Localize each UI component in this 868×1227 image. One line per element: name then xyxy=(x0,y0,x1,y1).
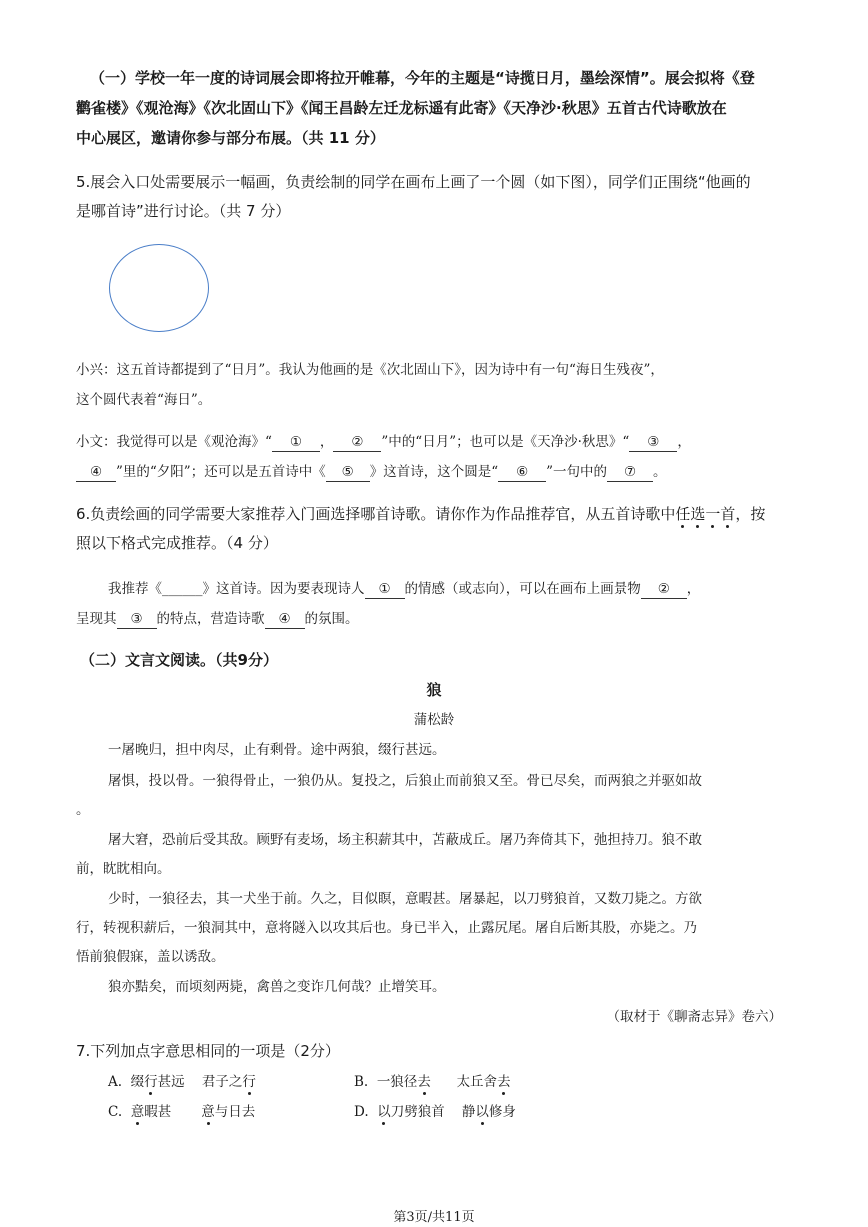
option-letter: D. xyxy=(354,1104,369,1120)
dotted-char: 以 xyxy=(475,1104,489,1120)
dotted-char: 行 xyxy=(144,1074,158,1090)
option-letter: A. xyxy=(108,1074,123,1090)
q6-template-text: 的氛围。 xyxy=(304,611,359,627)
dotted-char: 任 xyxy=(675,505,691,523)
xiaowen-text: 。 xyxy=(653,464,667,480)
option-text: 一狼径 xyxy=(376,1074,418,1090)
option-text: 与日去 xyxy=(214,1104,256,1120)
xiaowen-text: ”中的“日月”；也可以是《天净沙·秋思》“ xyxy=(381,434,630,450)
xiaoxing-line2: 这个圆代表着“海日”。 xyxy=(76,392,212,408)
q6-template-text: 呈现其 xyxy=(76,611,117,627)
passage-p4-line3: 悟前狼假寐，盖以诱敌。 xyxy=(76,949,225,965)
q7-option-b[interactable] xyxy=(354,1070,511,1090)
passage-p3-line2: 前，眈眈相向。 xyxy=(76,861,171,877)
blank-q6-4[interactable]: ④ xyxy=(265,612,305,629)
passage-p3-line1: 屠大窘，恐前后受其敌。顾野有麦场，场主积薪其中，苫蔽成丘。屠乃奔倚其下，弛担持刀。狼不敢 xyxy=(108,832,702,848)
xiaowen-text: 小文：我觉得可以是《观沧海》“ xyxy=(76,434,272,450)
xiaowen-text: ， xyxy=(677,434,691,450)
dotted-char: 去 xyxy=(417,1074,431,1090)
dotted-char: 意 xyxy=(201,1104,215,1120)
passage-p2-line1: 屠惧，投以骨。一狼得骨止，一狼仍从。复投之，后狼止而前狼又至。骨已尽矣，而两狼之并驱如故 xyxy=(108,773,702,789)
blank-2[interactable]: ② xyxy=(333,435,381,452)
page-number: 第3页/共11页 xyxy=(393,1210,475,1225)
blank-7[interactable]: ⑦ xyxy=(607,465,653,482)
option-text: 静 xyxy=(461,1104,476,1120)
q6-template-text: 》这首诗。因为要表现诗人 xyxy=(202,581,365,597)
section1-line1: （一）学校一年一度的诗词展会即将拉开帷幕，今年的主题是“诗揽日月，墨绘深情”。展会拟将《登 xyxy=(90,69,755,87)
passage-p1: 一屠晚归，担中肉尽，止有剩骨。途中两狼，缀行甚远。 xyxy=(108,742,446,758)
passage-p2-line2: 。 xyxy=(76,802,90,818)
passage-source: （取材于《聊斋志异》卷六） xyxy=(606,1009,782,1025)
passage-p4-line1: 少时，一狼径去，其一犬坐于前。久之，目似瞑，意暇甚。屠暴起，以刀劈狼首，又数刀毙之。方欲 xyxy=(108,891,702,907)
dotted-char: 选 xyxy=(690,505,706,523)
blank-5[interactable]: ⑤ xyxy=(326,465,370,482)
passage-p4-line2: 行，转视积薪后，一狼洞其中，意将隧入以攻其后也。身已半入，止露尻尾。屠自后断其股，亦毙之。乃 xyxy=(76,920,697,936)
passage-author: 蒲松龄 xyxy=(413,712,455,728)
dotted-char: 一 xyxy=(705,505,721,523)
q6-stem-line2: 照以下格式完成推荐。（4 分） xyxy=(76,534,278,552)
dotted-char: 意 xyxy=(130,1104,145,1120)
xiaoxing-line1: 小兴：这五首诗都提到了“日月”。我认为他画的是《次北固山下》，因为诗中有一句“海日生残夜”， xyxy=(76,362,664,378)
blank-3[interactable]: ③ xyxy=(629,435,677,452)
dotted-char: 去 xyxy=(497,1074,511,1090)
q6-template-text: 的情感（或志向），可以在画布上画景物 xyxy=(404,581,641,597)
option-letter: B. xyxy=(354,1074,369,1090)
xiaowen-line2 xyxy=(76,460,667,482)
xiaowen-text: ”里的“夕阳”；还可以是五首诗中《 xyxy=(116,464,326,480)
section1-line3: 中心展区，邀请你参与部分布展。（共 11 分） xyxy=(76,129,385,147)
blank-6[interactable]: ⑥ xyxy=(498,465,546,482)
dotted-char: 以 xyxy=(377,1104,391,1120)
xiaowen-text: ， xyxy=(319,434,334,450)
blank-q6-1[interactable]: ① xyxy=(365,582,405,599)
q6-emphasis xyxy=(675,505,735,523)
q6-template-text: 我推荐《 xyxy=(108,581,162,597)
section1-line2: 鹳雀楼》《观沧海》《次北固山下》《闻王昌龄左迁龙标遥有此寄》《天净沙·秋思》五首古代诗歌放在 xyxy=(76,99,727,117)
option-text: 暇甚 xyxy=(144,1104,172,1120)
blank-1[interactable]: ① xyxy=(272,435,320,452)
q6-stem-line1 xyxy=(76,503,765,524)
q6-text: ，按 xyxy=(735,505,766,523)
q7-option-c[interactable] xyxy=(108,1100,255,1120)
option-text: 刀劈狼首 xyxy=(390,1104,445,1120)
section2-heading: （二）文言文阅读。（共9分） xyxy=(80,651,278,669)
blank-poem-title[interactable]: ______ xyxy=(162,581,203,597)
option-text: 修身 xyxy=(488,1104,516,1120)
q6-template-line1 xyxy=(108,577,700,599)
q7-option-d[interactable] xyxy=(354,1100,516,1120)
option-text: 甚远 xyxy=(157,1074,185,1090)
dotted-phrase xyxy=(675,505,735,523)
xiaowen-text: ”一句中的 xyxy=(546,464,608,480)
blank-q6-3[interactable]: ③ xyxy=(117,612,157,629)
option-text: 缀 xyxy=(130,1074,145,1090)
blank-4[interactable]: ④ xyxy=(76,465,116,482)
dotted-char: 首 xyxy=(720,505,736,523)
q6-text: 6.负责绘画的同学需要大家推荐入门画选择哪首诗歌。请你作为作品推荐官，从五首诗歌中 xyxy=(76,505,676,523)
q6-template-line2 xyxy=(76,607,359,629)
drawn-circle xyxy=(109,244,209,332)
passage-title: 狼 xyxy=(426,681,442,699)
q5-stem-line2: 是哪首诗”进行讨论。（共 7 分） xyxy=(76,202,291,220)
passage-p5: 狼亦黠矣，而顷刻两毙，禽兽之变诈几何哉？止增笑耳。 xyxy=(108,979,446,995)
q7-stem: 7.下列加点字意思相同的一项是（2分） xyxy=(76,1042,340,1060)
option-text: 太丘舍 xyxy=(456,1074,498,1090)
q5-stem-line1: 5.展会入口处需要展示一幅画，负责绘制的同学在画布上画了一个圆（如下图），同学们正围绕“他画的 xyxy=(76,173,751,191)
xiaowen-text: 》这首诗，这个圆是“ xyxy=(369,464,499,480)
xiaowen-line1 xyxy=(76,430,691,452)
q6-template-text: ， xyxy=(686,581,701,597)
option-letter: C. xyxy=(108,1104,123,1120)
q7-option-a[interactable] xyxy=(108,1070,256,1090)
blank-q6-2[interactable]: ② xyxy=(641,582,687,599)
dotted-char: 行 xyxy=(242,1074,256,1090)
option-text: 君子之 xyxy=(201,1074,243,1090)
q6-template-text: 的特点，营造诗歌 xyxy=(156,611,265,627)
